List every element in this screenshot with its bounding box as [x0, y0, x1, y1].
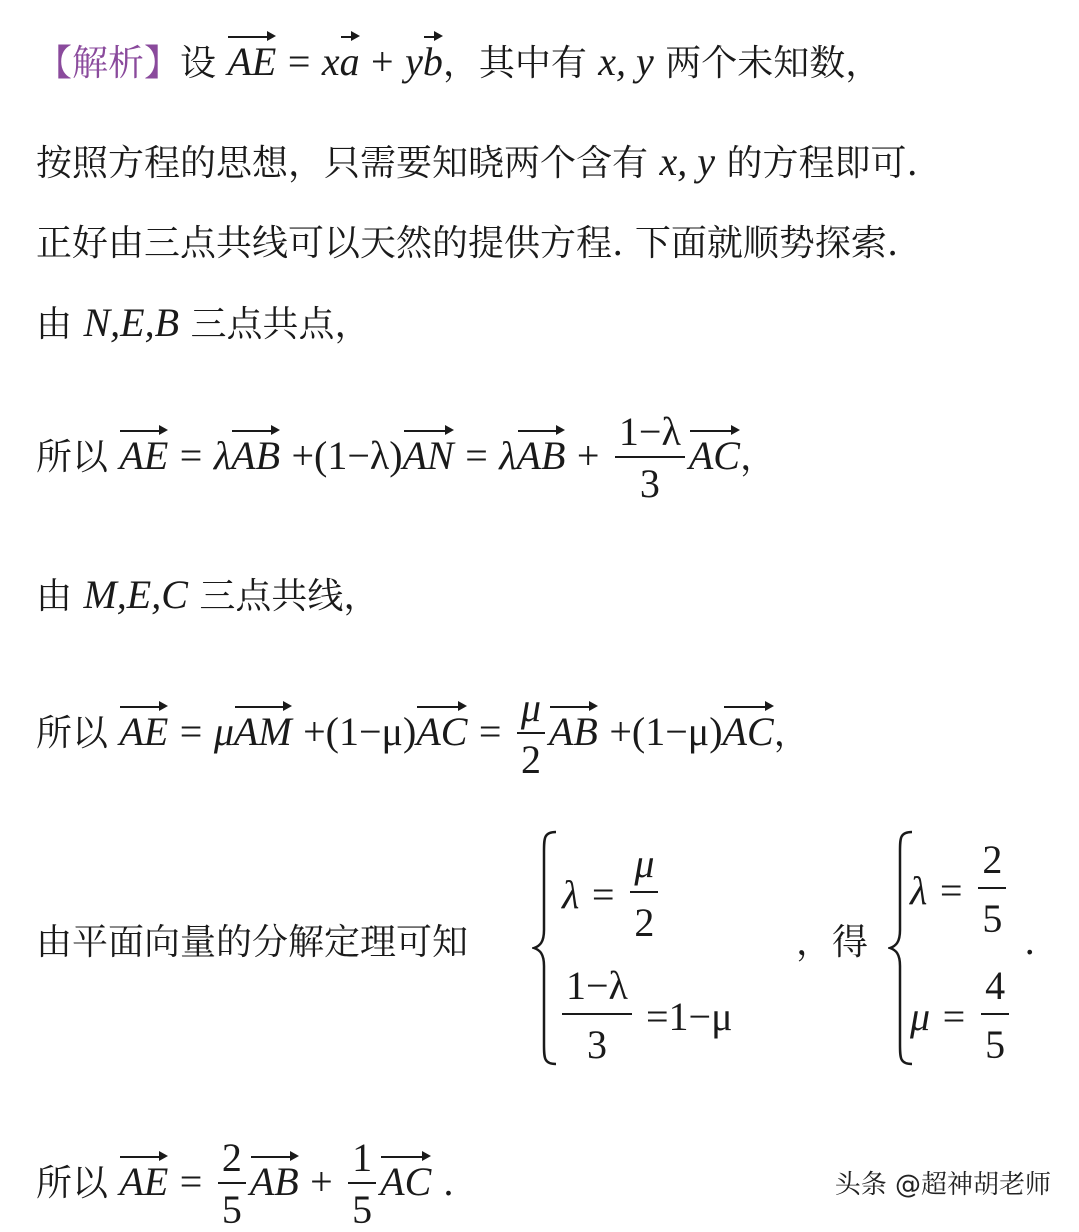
denominator: 2: [517, 732, 545, 780]
fraction: [981, 962, 1009, 1068]
line-1: [36, 34, 881, 82]
numerator: 4: [985, 963, 1006, 1008]
line-7: [36, 685, 810, 782]
denominator: 5: [218, 1182, 246, 1230]
denominator: 5: [981, 1013, 1009, 1068]
vector-b: b: [423, 34, 443, 82]
equals: =: [179, 709, 203, 754]
text: 的方程即可.: [726, 143, 918, 184]
points: N,E,B: [83, 300, 180, 345]
denominator: 3: [562, 1013, 632, 1068]
lambda: λ: [213, 433, 232, 478]
var-x: x: [321, 39, 340, 84]
mu: μ: [213, 709, 234, 754]
vector-AB: AB: [250, 1154, 299, 1202]
lambda-eq: λ =: [910, 868, 965, 913]
vector-AN: AN: [403, 428, 454, 476]
watermark: 头条 @超神胡老师: [834, 1170, 1051, 1200]
vector-AM: AM: [234, 704, 292, 752]
lambda-eq: λ =: [562, 872, 617, 917]
equals: =: [179, 1159, 203, 1204]
denominator: 5: [348, 1182, 376, 1230]
numerator: μ: [634, 841, 655, 886]
line-8-end: [1024, 922, 1036, 963]
text: 两个未知数，: [665, 43, 882, 84]
line-2: [36, 139, 918, 184]
text: 所以: [36, 713, 109, 754]
line-3: [36, 223, 899, 264]
denominator: 2: [630, 891, 658, 946]
text: 由平面向量的分解定理可知: [36, 922, 469, 963]
vector-AE: AE: [119, 704, 168, 752]
equals: =: [465, 433, 488, 478]
line-5: [36, 409, 776, 506]
text: 设: [180, 43, 217, 84]
analysis-tag: 【解析】: [36, 43, 181, 84]
numerator: 1: [352, 1135, 373, 1180]
plus: +: [576, 433, 600, 478]
fraction: [978, 836, 1006, 942]
fraction: [348, 1135, 376, 1232]
text: 按照方程的思想，只需要知晓两个含有: [36, 143, 649, 184]
fraction: [517, 685, 545, 782]
line-8-label: [36, 922, 469, 963]
rhs: =1−μ: [645, 994, 733, 1039]
mu-eq: μ =: [910, 994, 968, 1039]
lambda: λ: [499, 433, 517, 478]
system-eq-1: [562, 840, 662, 946]
denominator: 5: [978, 887, 1006, 942]
equals: =: [179, 433, 203, 478]
text: 所以: [36, 1163, 109, 1204]
text: 所以: [36, 437, 109, 478]
text: ，: [773, 713, 810, 754]
vector-AB: AB: [231, 428, 280, 476]
text: .: [442, 1163, 455, 1204]
line-9: [36, 1135, 455, 1232]
fraction: [218, 1135, 246, 1232]
vector-AB: AB: [549, 704, 598, 752]
numerator: 1−λ: [566, 963, 628, 1008]
text: ，得: [796, 922, 869, 963]
points: M,E,C: [83, 572, 188, 617]
numerator: 1−λ: [618, 409, 681, 454]
result-eq-2: [910, 962, 1013, 1068]
line-6: [36, 572, 380, 617]
text: 三点共点，: [190, 304, 371, 345]
text: 由: [36, 304, 73, 345]
vector-AB: AB: [517, 428, 566, 476]
text: 三点共线，: [199, 576, 380, 617]
fraction: [562, 962, 632, 1068]
denominator: 3: [615, 456, 685, 504]
text: ，其中有: [442, 43, 587, 84]
plus: +: [310, 1159, 333, 1204]
vector-AC: AC: [723, 704, 774, 752]
var-y: y: [405, 39, 423, 84]
vector-AE: AE: [119, 1154, 168, 1202]
plus: +: [371, 39, 394, 84]
coefficient: +(1−μ): [609, 709, 723, 754]
left-brace-icon: [532, 830, 560, 1066]
numerator: μ: [520, 685, 541, 730]
text: .: [1024, 922, 1036, 963]
coefficient: +(1−λ): [291, 433, 403, 478]
result-eq-1: [910, 836, 1010, 942]
equals: =: [287, 39, 311, 84]
vector-AE-label: AE: [227, 34, 276, 82]
equals: =: [478, 709, 502, 754]
vector-AC: AC: [689, 428, 740, 476]
vars-xy: x, y: [598, 39, 654, 84]
text: 由: [36, 576, 73, 617]
line-8-mid: [796, 922, 869, 963]
fraction: [630, 840, 658, 946]
numerator: 2: [982, 837, 1003, 882]
fraction: [615, 409, 685, 506]
vector-AE: AE: [119, 428, 168, 476]
text: 正好由三点共线可以天然的提供方程. 下面就顺势探索.: [36, 223, 899, 264]
system-eq-2: [558, 962, 733, 1068]
vector-AC: AC: [380, 1154, 431, 1202]
line-4: [36, 300, 371, 345]
text: ，: [739, 437, 776, 478]
vector-AC: AC: [416, 704, 467, 752]
numerator: 2: [221, 1135, 242, 1180]
vector-a: a: [340, 34, 360, 82]
vars-xy: x, y: [659, 139, 715, 184]
coefficient: +(1−μ): [303, 709, 417, 754]
